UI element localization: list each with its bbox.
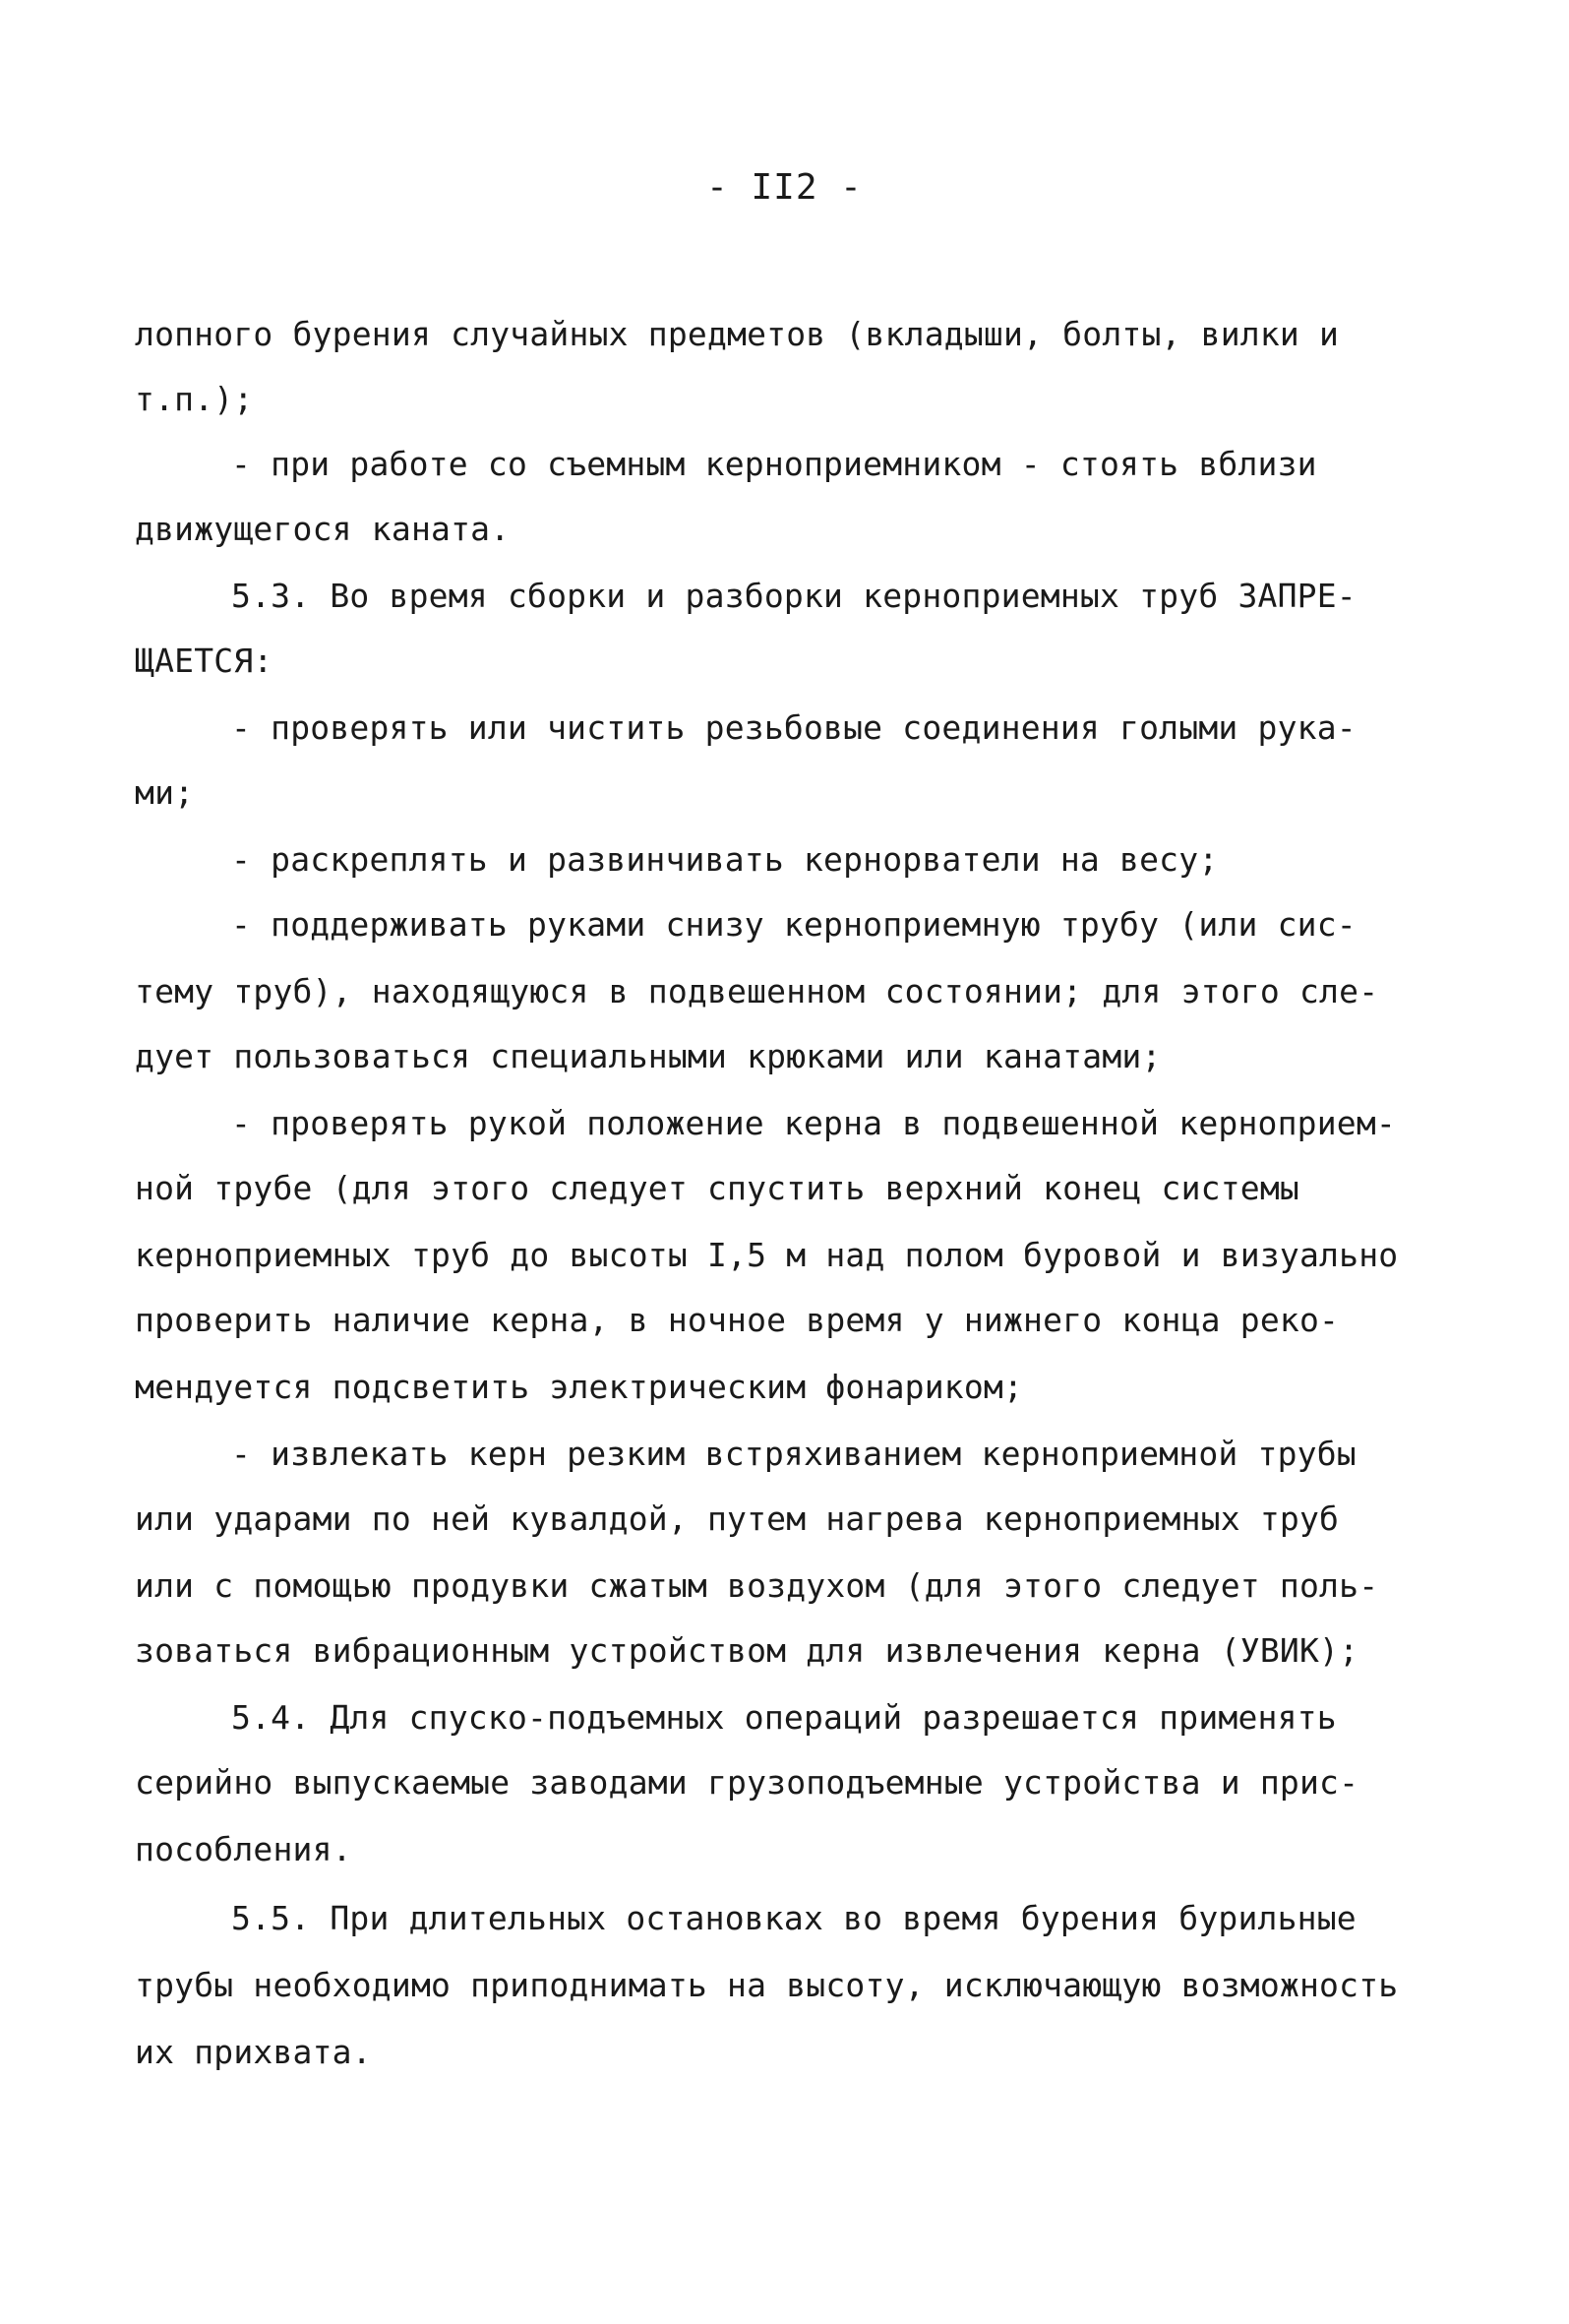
text-line: - при работе со съемным керноприемником - стоять вблизи [231, 445, 1317, 483]
text-line: зоваться вибрационным устройством для извлечения керна (УВИК); [135, 1631, 1359, 1670]
text-line: т.п.); [135, 380, 254, 418]
text-line: проверить наличие керна, в ночное время у нижнего конца реко- [135, 1301, 1340, 1339]
text-line: мендуется подсветить электрическим фонариком; [135, 1368, 1024, 1406]
text-line: серийно выпускаемые заводами грузоподъемные устройства и прис- [135, 1763, 1359, 1802]
text-line: ми; [135, 773, 195, 812]
text-line: дует пользоваться специальными крюками или канатами; [135, 1037, 1162, 1075]
text-line: - раскреплять и развинчивать кернорватели на весу; [231, 840, 1219, 879]
page-number: - II2 - [706, 167, 863, 208]
text-line: - поддерживать руками снизу керноприемную трубу (или сис- [231, 905, 1357, 944]
text-line: пособления. [135, 1830, 352, 1868]
text-line: - проверять или чистить резьбовые соединения голыми рука- [231, 708, 1357, 747]
text-line: тему труб), находящуюся в подвешенном состоянии; для этого сле- [135, 972, 1379, 1010]
text-line: или ударами по ней кувалдой, путем нагрева керноприемных труб [135, 1499, 1340, 1538]
text-line: трубы необходимо приподнимать на высоту, исключающую возможность [135, 1966, 1399, 2004]
text-line: лопного бурения случайных предметов (вкладыши, болты, вилки и [135, 315, 1340, 353]
text-line: ЩАЕТСЯ: [135, 642, 273, 680]
text-line: их прихвата. [135, 2033, 372, 2071]
text-line: движущегося каната. [135, 510, 511, 548]
text-line: 5.5. При длительных остановках во время бурения бурильные [231, 1899, 1357, 1937]
text-line: 5.4. Для спуско-подъемных операций разрешается применять [231, 1698, 1337, 1737]
text-line: 5.3. Во время сборки и разборки керноприемных труб ЗАПРЕ- [231, 577, 1357, 615]
text-line: или с помощью продувки сжатым воздухом (для этого следует поль- [135, 1566, 1379, 1605]
text-line: керноприемных труб до высоты I,5 м над полом буровой и визуально [135, 1236, 1399, 1274]
text-line: - проверять рукой положение керна в подвешенной керноприем- [231, 1104, 1396, 1142]
text-line: - извлекать керн резким встряхиванием керноприемной трубы [231, 1435, 1357, 1473]
text-line: ной трубе (для этого следует спустить верхний конец системы [135, 1169, 1299, 1207]
